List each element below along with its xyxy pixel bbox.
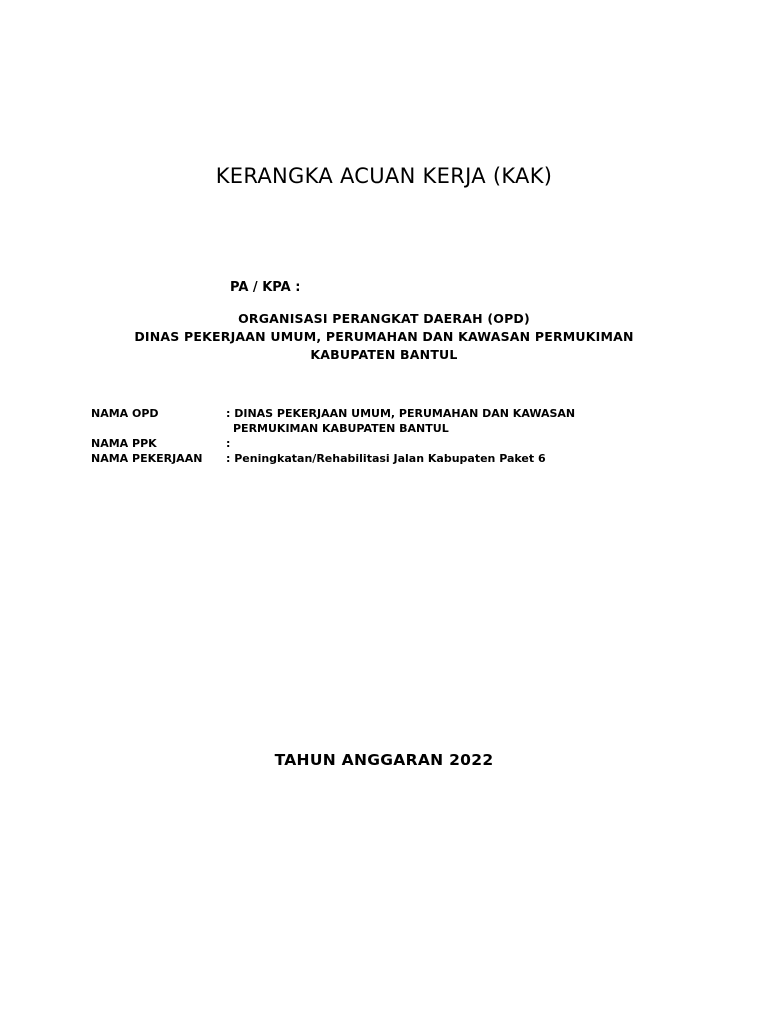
nama-opd-label: NAMA OPD: [91, 407, 159, 420]
info-block: [91, 406, 575, 466]
organization-block: [0, 310, 768, 364]
nama-pekerjaan-label: NAMA PEKERJAAN: [91, 452, 203, 465]
budget-year: TAHUN ANGGARAN 2022: [274, 751, 494, 769]
organization-line-3: KABUPATEN BANTUL: [310, 347, 458, 362]
info-row-nama-pekerjaan: [91, 451, 575, 466]
nama-opd-value: : DINAS PEKERJAAN UMUM, PERUMAHAN DAN KAWASAN: [226, 407, 576, 420]
document-title: KERANGKA ACUAN KERJA (KAK): [215, 164, 553, 188]
nama-ppk-label: NAMA PPK: [91, 437, 157, 450]
info-row-nama-opd: [91, 406, 575, 421]
nama-ppk-value: :: [226, 437, 231, 450]
nama-pekerjaan-value: : Peningkatan/Rehabilitasi Jalan Kabupaten Paket 6: [226, 452, 546, 465]
pa-kpa-label: PA / KPA :: [230, 280, 301, 295]
organization-line-1: ORGANISASI PERANGKAT DAERAH (OPD): [238, 311, 530, 326]
nama-opd-value-continuation: PERMUKIMAN KABUPATEN BANTUL: [233, 422, 449, 435]
info-row-nama-ppk: [91, 436, 575, 451]
organization-line-2: DINAS PEKERJAAN UMUM, PERUMAHAN DAN KAWASAN PERMUKIMAN: [134, 329, 634, 344]
